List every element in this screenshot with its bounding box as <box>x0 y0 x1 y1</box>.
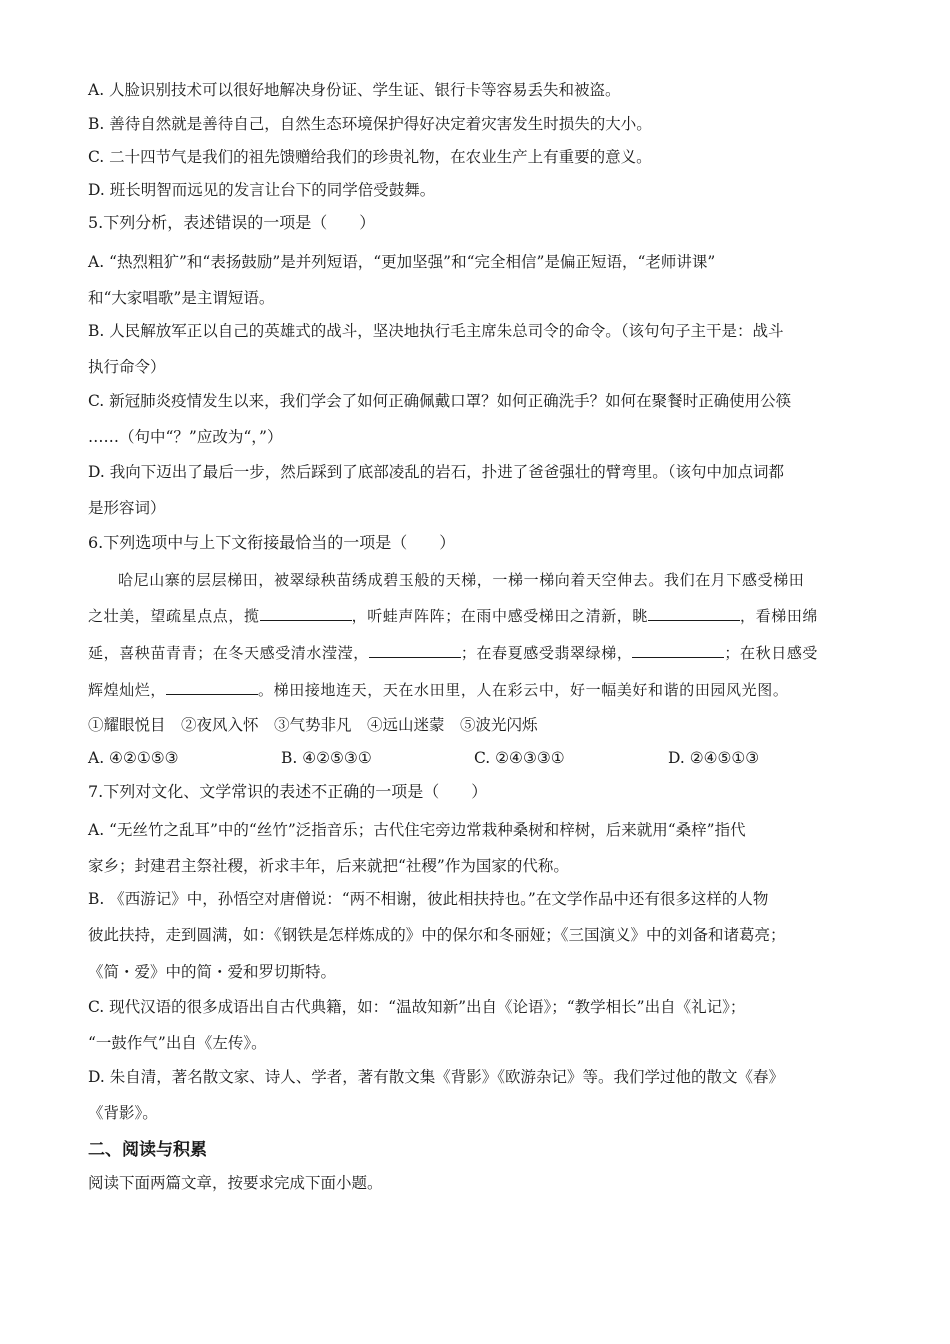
passage-text: 辉煌灿烂， <box>88 681 167 699</box>
passage-text: ；在春夏感受翡翠绿梯， <box>460 644 633 662</box>
q6-option-a: A. ④②①⑤③ <box>88 749 179 767</box>
section-intro: 阅读下面两篇文章，按要求完成下面小题。 <box>88 1174 383 1192</box>
q5-option-b-line2: 执行命令） <box>88 358 166 376</box>
q6-stem: 6.下列选项中与上下文衔接最恰当的一项是（ ） <box>88 533 456 552</box>
passage-text: ，看梯田绵 <box>740 607 819 625</box>
q6-option-b: B. ④②⑤③① <box>281 749 372 767</box>
q7-option-d-line2: 《背影》。 <box>88 1104 158 1122</box>
fill-blank <box>369 643 461 658</box>
q5-stem: 5.下列分析，表述错误的一项是（ ） <box>88 213 376 232</box>
q6-passage-line2 <box>88 605 868 627</box>
q5-option-c-line2: ……（句中“？”应改为“，”） <box>88 428 283 446</box>
q4-option-a: A. 人脸识别技术可以很好地解决身份证、学生证、银行卡等容易丢失和被盗。 <box>88 81 621 99</box>
q7-option-c-line2: “一鼓作气”出自《左传》。 <box>88 1034 267 1052</box>
q5-option-a-line1: A. “热烈粗犷”和“表扬鼓励”是并列短语，“更加坚强”和“完全相信”是偏正短语，“老师讲课” <box>88 253 716 271</box>
passage-text: ，听蛙声阵阵；在雨中感受梯田之清新，眺 <box>351 607 649 625</box>
q5-option-b-line1: B. 人民解放军正以自己的英雄式的战斗，坚决地执行毛主席朱总司令的命令。（该句句子主干是：战斗 <box>88 322 784 340</box>
passage-text: 延，喜秧苗青青；在冬天感受清水滢滢， <box>88 644 369 662</box>
fill-blank <box>632 643 724 658</box>
fill-blank <box>648 606 740 621</box>
section-title: 二、阅读与积累 <box>88 1140 207 1160</box>
q6-passage-line4 <box>88 679 868 701</box>
q5-option-c-line1: C. 新冠肺炎疫情发生以来，我们学会了如何正确佩戴口罩？如何正确洗手？如何在聚餐时正确使用公筷 <box>88 392 792 410</box>
q6-option-d: D. ②④⑤①③ <box>668 749 760 767</box>
passage-text: 之壮美，望疏星点点，揽 <box>88 607 260 625</box>
q7-option-b-line2: 彼此扶持，走到圆满，如：《钢铁是怎样炼成的》中的保尔和冬丽娅；《三国演义》中的刘备和诸葛亮； <box>88 926 786 944</box>
q7-option-c-line1: C. 现代汉语的很多成语出自古代典籍，如：“温故知新”出自《论语》；“教学相长”出自《礼记》； <box>88 998 746 1016</box>
q7-stem: 7.下列对文化、文学常识的表述不正确的一项是（ ） <box>88 782 488 801</box>
q6-passage-line1: 哈尼山寨的层层梯田，被翠绿秧苗绣成碧玉般的天梯，一梯一梯向着天空伸去。我们在月下感受梯田 <box>118 571 805 589</box>
q6-option-c: C. ②④③③① <box>474 749 565 767</box>
q6-choices: ①耀眼悦目 ②夜风入怀 ③气势非凡 ④远山迷蒙 ⑤波光闪烁 <box>88 716 538 734</box>
q4-option-c: C. 二十四节气是我们的祖先馈赠给我们的珍贵礼物，在农业生产上有重要的意义。 <box>88 148 652 166</box>
q5-option-a-line2: 和“大家唱歌”是主谓短语。 <box>88 289 275 307</box>
q4-option-d: D. 班长明智而远见的发言让台下的同学倍受鼓舞。 <box>88 181 436 199</box>
q7-option-b-line1: B. 《西游记》中，孙悟空对唐僧说：“两不相谢，彼此相扶持也。”在文学作品中还有很多这样的人物 <box>88 890 769 908</box>
q7-option-d-line1: D. 朱自清，著名散文家、诗人、学者，著有散文集《背影》《欧游杂记》等。我们学过他的散文《春》 <box>88 1068 784 1086</box>
q7-option-a-line2: 家乡；封建君主祭社稷，祈求丰年，后来就把“社稷”作为国家的代称。 <box>88 857 569 875</box>
q5-option-d-line1: D. 我向下迈出了最后一步，然后踩到了底部凌乱的岩石，扑进了爸爸强壮的臂弯里。（该句中加点词都 <box>88 463 784 481</box>
q7-option-b-line3: 《简・爱》中的简・爱和罗切斯特。 <box>88 963 337 981</box>
q6-passage-line3 <box>88 642 868 664</box>
fill-blank <box>260 606 352 621</box>
passage-text: ；在秋日感受 <box>724 644 819 662</box>
q7-option-a-line1: A. “无丝竹之乱耳”中的“丝竹”泛指音乐；古代住宅旁边常栽种桑树和梓树，后来就用“桑梓”指代 <box>88 821 746 839</box>
fill-blank <box>166 680 258 695</box>
passage-text: 。梯田接地连天，天在水田里，人在彩云中，好一幅美好和谐的田园风光图。 <box>258 681 789 699</box>
q6-options-row <box>88 747 868 769</box>
q4-option-b: B. 善待自然就是善待自己，自然生态环境保护得好决定着灾害发生时损失的大小。 <box>88 115 652 133</box>
q5-option-d-line2: 是形容词） <box>88 499 166 517</box>
